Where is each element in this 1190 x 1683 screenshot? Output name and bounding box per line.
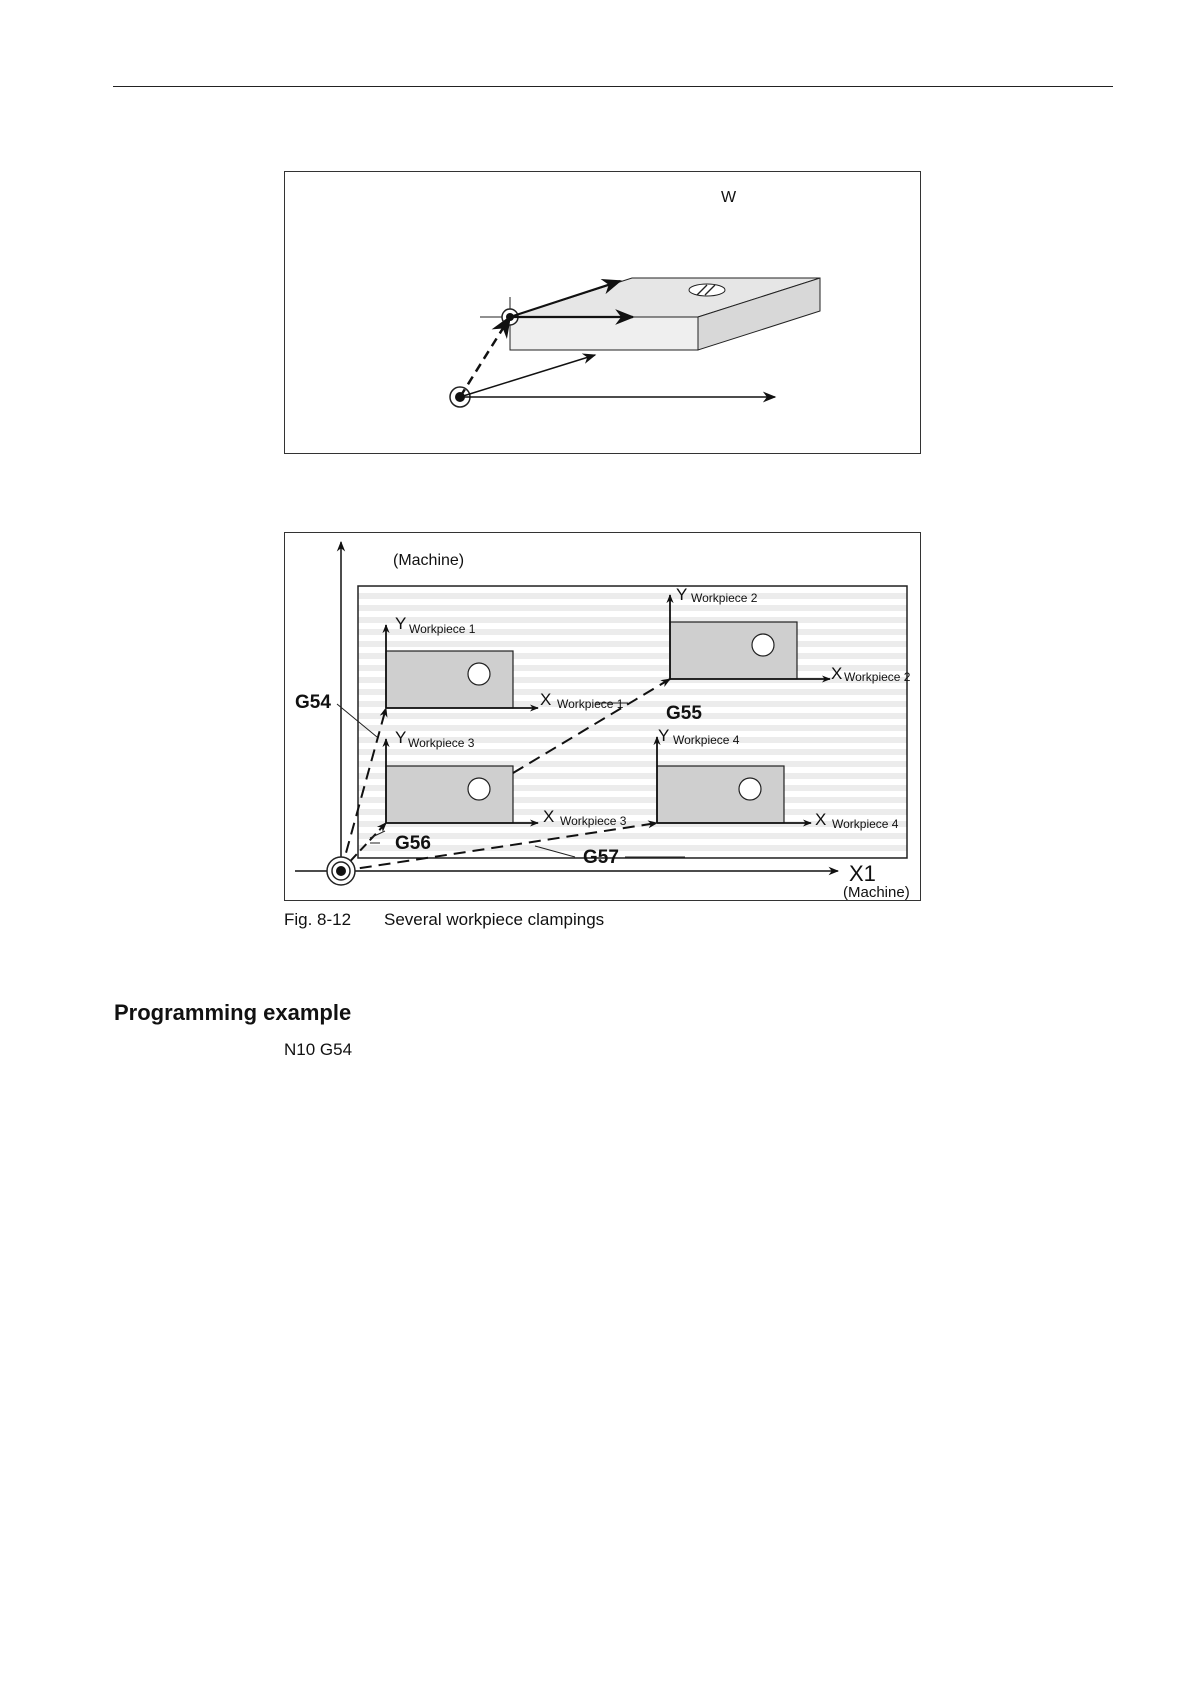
label-w: W bbox=[721, 189, 737, 206]
code-line: N10 G54 bbox=[284, 1040, 353, 1059]
y-label-wp2: Y bbox=[676, 585, 688, 604]
workpiece-zero-diagram bbox=[285, 172, 922, 455]
workpiece-3 bbox=[386, 766, 513, 823]
y-label-wp1: Y bbox=[395, 614, 407, 633]
machine-top-label: (Machine) bbox=[393, 552, 465, 569]
y-label-wp4: Y bbox=[658, 726, 670, 745]
caption-number: Fig. 8-12 bbox=[284, 910, 352, 929]
label-g54: G54 bbox=[295, 692, 331, 713]
x-label-wp1: X bbox=[540, 690, 552, 709]
workpiece-2 bbox=[670, 622, 797, 679]
x-sub-wp1: Workpiece 1 bbox=[557, 697, 624, 711]
axis-x1-sub: (Machine) bbox=[843, 884, 910, 901]
figure-caption bbox=[284, 910, 604, 930]
y-sub-wp4: Workpiece 4 bbox=[673, 733, 740, 747]
label-g55: G55 bbox=[666, 703, 702, 724]
axis-x1-label: X1 bbox=[849, 861, 876, 886]
x-label-wp4: X bbox=[815, 810, 827, 829]
caption-text: Several workpiece clampings bbox=[384, 910, 605, 929]
clampings-diagram bbox=[285, 533, 922, 902]
y-sub-wp1: Workpiece 1 bbox=[409, 622, 476, 636]
label-g57: G57 bbox=[583, 847, 619, 868]
x-sub-wp3: Workpiece 3 bbox=[560, 814, 627, 828]
y-sub-wp3: Workpiece 3 bbox=[408, 736, 475, 750]
x-sub-wp4: Workpiece 4 bbox=[832, 817, 899, 831]
figure-several-clampings bbox=[284, 532, 921, 901]
y-label-wp3: Y bbox=[395, 728, 407, 747]
x-label-wp2: X bbox=[831, 664, 843, 683]
machine-y-arrow bbox=[460, 355, 595, 397]
figure-workpiece-zero bbox=[284, 171, 921, 454]
label-g56: G56 bbox=[395, 833, 431, 854]
header-rule bbox=[113, 86, 1113, 87]
offset-vector bbox=[460, 317, 510, 397]
x-sub-wp2: Workpiece 2 bbox=[844, 670, 911, 684]
x-label-wp3: X bbox=[543, 807, 555, 826]
block-front-face bbox=[510, 317, 698, 350]
y-sub-wp2: Workpiece 2 bbox=[691, 591, 758, 605]
workpiece-1 bbox=[386, 651, 513, 708]
section-heading: Programming example bbox=[114, 1000, 352, 1025]
workpiece-4 bbox=[657, 766, 784, 823]
